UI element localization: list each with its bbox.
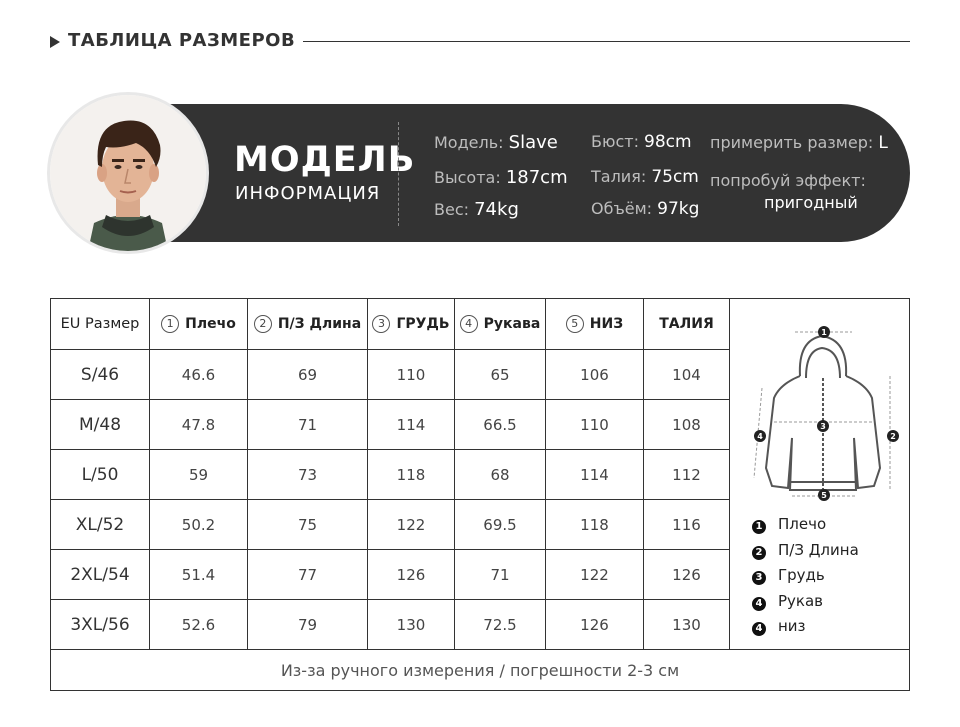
model-height-info xyxy=(434,167,568,188)
model-weight-value: 74kg xyxy=(474,199,519,220)
model-waist-info xyxy=(591,167,699,187)
number-dot-icon: 4 xyxy=(752,597,766,611)
chest-cell: 122 xyxy=(368,500,455,550)
header-length-label: П/З Длина xyxy=(277,316,362,332)
model-portrait-icon xyxy=(50,95,206,251)
header-rule xyxy=(303,41,910,42)
shoulder-cell: 47.8 xyxy=(150,400,248,450)
number-circle-icon: 1 xyxy=(161,315,179,333)
model-waist-value: 75cm xyxy=(651,167,699,187)
hem-cell: 122 xyxy=(546,550,644,600)
legend-item xyxy=(752,541,859,567)
shoulder-cell: 52.6 xyxy=(150,600,248,650)
waist-cell: 112 xyxy=(644,450,730,500)
section-header xyxy=(50,28,910,56)
header-sleeve-label: Рукава xyxy=(483,316,541,332)
legend-label: П/З Длина xyxy=(778,540,859,559)
header-eu-size-label: EU Размер xyxy=(60,316,140,332)
chest-cell: 118 xyxy=(368,450,455,500)
model-waist-label: Талия: xyxy=(591,167,647,186)
number-dot-icon: 3 xyxy=(752,571,766,585)
sleeve-cell: 66.5 xyxy=(455,400,546,450)
legend-item xyxy=(752,566,859,592)
size-cell: XL/52 xyxy=(51,500,150,550)
legend-label: низ xyxy=(778,617,806,635)
size-cell: M/48 xyxy=(51,400,150,450)
length-cell: 77 xyxy=(248,550,368,600)
model-effect-value: пригодный xyxy=(764,193,858,212)
waist-cell: 130 xyxy=(644,600,730,650)
model-name-info xyxy=(434,132,558,153)
model-height-value: 187cm xyxy=(505,167,568,188)
number-dot-icon: 4 xyxy=(752,622,766,636)
model-name-label: Модель: xyxy=(434,133,504,152)
header-hem xyxy=(546,299,644,350)
legend-item xyxy=(752,592,859,618)
length-cell: 73 xyxy=(248,450,368,500)
waist-cell: 108 xyxy=(644,400,730,450)
measurement-legend xyxy=(752,515,859,643)
size-cell: S/46 xyxy=(51,350,150,400)
chest-cell: 114 xyxy=(368,400,455,450)
number-circle-icon: 2 xyxy=(254,315,272,333)
header-shoulder xyxy=(150,299,248,350)
hem-cell: 114 xyxy=(546,450,644,500)
number-circle-icon: 4 xyxy=(460,315,478,333)
chest-cell: 110 xyxy=(368,350,455,400)
legend-item xyxy=(752,515,859,541)
length-cell: 75 xyxy=(248,500,368,550)
header-shoulder-label: Плечо xyxy=(185,316,236,332)
number-circle-icon: 3 xyxy=(372,315,390,333)
header-eu-size xyxy=(51,299,150,350)
model-bust-label: Бюст: xyxy=(591,132,639,151)
model-effect-label: попробуй эффект: xyxy=(710,171,866,190)
header-sleeve xyxy=(455,299,546,350)
hem-cell: 118 xyxy=(546,500,644,550)
shoulder-cell: 59 xyxy=(150,450,248,500)
header-waist xyxy=(644,299,730,350)
shoulder-cell: 51.4 xyxy=(150,550,248,600)
svg-text:3: 3 xyxy=(820,422,826,431)
size-cell: L/50 xyxy=(51,450,150,500)
header-length xyxy=(248,299,368,350)
legend-label: Грудь xyxy=(778,566,825,584)
model-weight-info xyxy=(434,199,519,220)
sleeve-cell: 69.5 xyxy=(455,500,546,550)
model-bust-value: 98cm xyxy=(644,132,692,152)
length-cell: 79 xyxy=(248,600,368,650)
model-height-label: Высота: xyxy=(434,168,501,187)
table-footer-row xyxy=(51,650,910,691)
section-title: ТАБЛИЦА РАЗМЕРОВ xyxy=(68,30,296,51)
legend-label: Плечо xyxy=(778,515,827,533)
sleeve-cell: 68 xyxy=(455,450,546,500)
sleeve-cell: 72.5 xyxy=(455,600,546,650)
chest-cell: 130 xyxy=(368,600,455,650)
header-chest-label: ГРУДЬ xyxy=(396,316,450,332)
shoulder-cell: 46.6 xyxy=(150,350,248,400)
triangle-bullet-icon xyxy=(50,36,60,48)
waist-cell: 126 xyxy=(644,550,730,600)
waist-cell: 116 xyxy=(644,500,730,550)
number-dot-icon: 2 xyxy=(752,546,766,560)
length-cell: 71 xyxy=(248,400,368,450)
hoodie-diagram-icon xyxy=(740,318,905,503)
banner-title: МОДЕЛЬ xyxy=(234,140,416,180)
model-avatar xyxy=(50,95,206,251)
model-name-value: Slave xyxy=(508,132,558,153)
size-cell: 3XL/56 xyxy=(51,600,150,650)
sleeve-cell: 71 xyxy=(455,550,546,600)
number-dot-icon: 1 xyxy=(752,520,766,534)
svg-text:1: 1 xyxy=(821,328,827,337)
hem-cell: 106 xyxy=(546,350,644,400)
model-volume-label: Объём: xyxy=(591,199,653,218)
banner-subtitle: ИНФОРМАЦИЯ xyxy=(235,183,381,204)
header-hem-label: НИЗ xyxy=(589,316,624,332)
model-volume-info xyxy=(591,199,699,219)
shoulder-cell: 50.2 xyxy=(150,500,248,550)
length-cell: 69 xyxy=(248,350,368,400)
svg-text:5: 5 xyxy=(821,491,827,500)
model-tryon-value: L xyxy=(878,133,888,153)
legend-item xyxy=(752,617,859,643)
hem-cell: 126 xyxy=(546,600,644,650)
size-cell: 2XL/54 xyxy=(51,550,150,600)
header-chest xyxy=(368,299,455,350)
legend-label: Рукав xyxy=(778,591,824,610)
measurement-note: Из-за ручного измерения / погрешности 2-3 см xyxy=(51,650,910,691)
hem-cell: 110 xyxy=(546,400,644,450)
chest-cell: 126 xyxy=(368,550,455,600)
header-waist-label: ТАЛИЯ xyxy=(659,316,714,332)
model-weight-label: Вес: xyxy=(434,200,470,219)
model-tryon-label: примерить размер: xyxy=(710,133,874,152)
number-circle-icon: 5 xyxy=(566,315,584,333)
waist-cell: 104 xyxy=(644,350,730,400)
svg-text:2: 2 xyxy=(890,432,896,441)
model-bust-info xyxy=(591,132,692,152)
banner-divider xyxy=(398,122,399,226)
model-tryon-info xyxy=(710,133,888,153)
sleeve-cell: 65 xyxy=(455,350,546,400)
model-volume-value: 97kg xyxy=(657,199,700,219)
svg-text:4: 4 xyxy=(757,432,763,441)
